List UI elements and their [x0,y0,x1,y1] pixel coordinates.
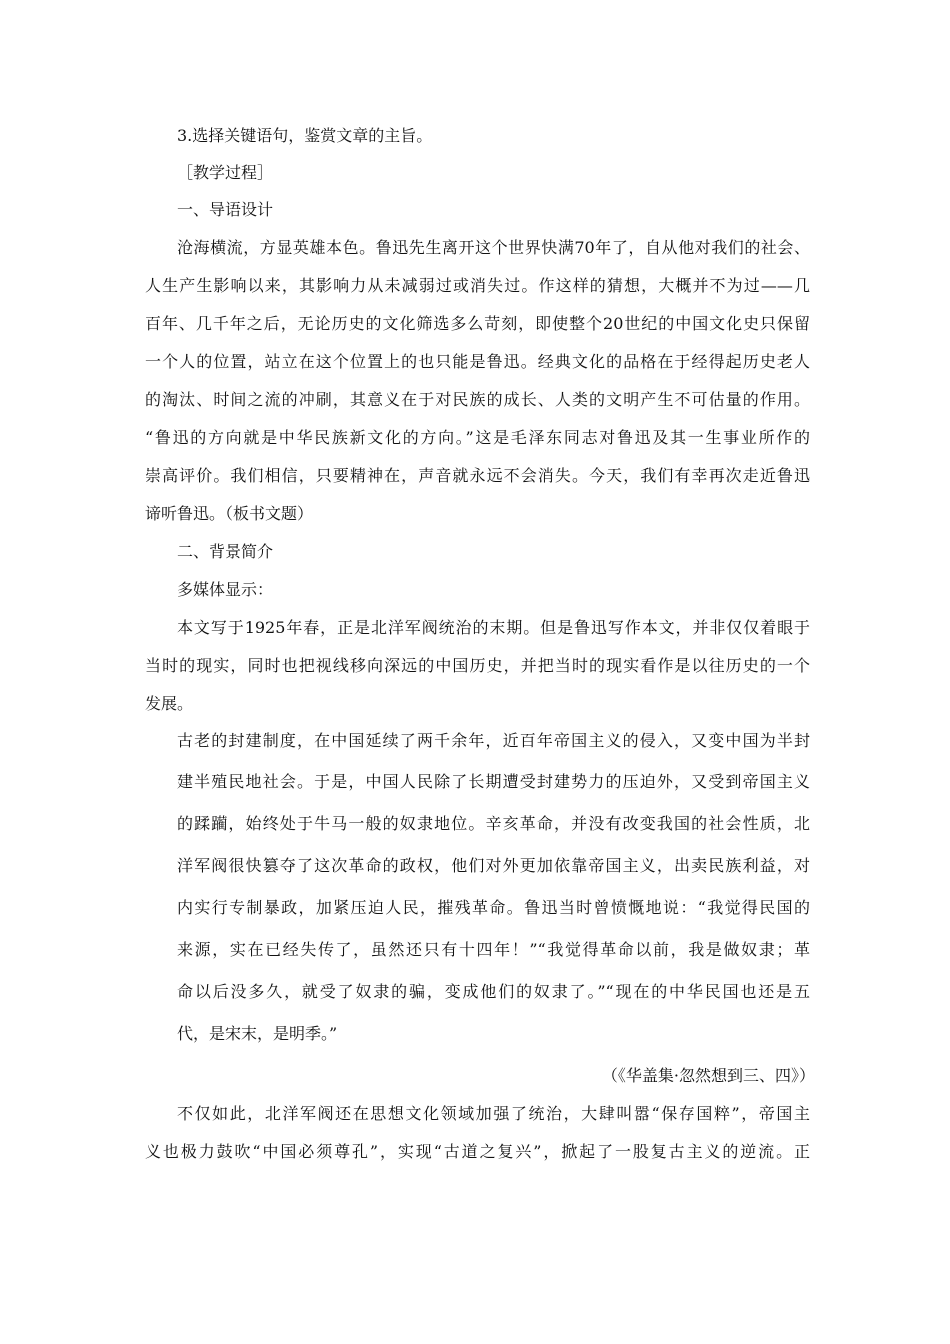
section-1-title: 一、导语设计 [177,200,274,219]
intro-line: 崇高评价。我们相信，只要精神在，声音就永远不会消失。今天，我们有幸再次走近鲁迅 [145,466,810,485]
intro-line: “鲁迅的方向就是中华民族新文化的方向。”这是毛泽东同志对鲁迅及其一生事业所作的 [145,428,810,447]
background-line: 本文写于1925年春，正是北洋军阀统治的末期。但是鲁迅写作本文，并非仅仅着眼于 [177,618,810,637]
intro-line: 沧海横流，方显英雄本色。鲁迅先生离开这个世界快满70年了，自从他对我们的社会、 [177,238,810,257]
background-line: 当时的现实，同时也把视线移向深远的中国历史，并把当时的现实看作是以往历史的一个 [145,656,810,675]
intro-line: 谛听鲁迅。（板书文题） [145,504,314,523]
intro-line: 百年、几千年之后，无论历史的文化筛选多么苛刻，即使整个20世纪的中国文化史只保留 [145,314,810,333]
quote-line: 内实行专制暴政，加紧压迫人民，摧残革命。鲁迅当时曾愤慨地说：“我觉得民国的 [177,898,810,917]
quote-line: 建半殖民地社会。于是，中国人民除了长期遭受封建势力的压迫外，又受到帝国主义 [177,772,810,791]
multimedia-label: 多媒体显示： [177,580,274,599]
quote-line: 来源，实在已经失传了，虽然还只有十四年！”“我觉得革命以前，我是做奴隶；革 [177,940,810,959]
quote-line: 命以后没多久，就受了奴隶的骗，变成他们的奴隶了。”“现在的中华民国也还是五 [177,982,810,1001]
section-2-title: 二、背景简介 [177,542,274,561]
closing-line: 义也极力鼓吹“中国必须尊孔”，实现“古道之复兴”，掀起了一股复古主义的逆流。正 [145,1142,810,1161]
quote-line: 的蹂躏，始终处于牛马一般的奴隶地位。辛亥革命，并没有改变我国的社会性质，北 [177,814,810,833]
intro-line: 的淘汰、时间之流的冲刷，其意义在于对民族的成长、人类的文明产生不可估量的作用。 [145,390,810,409]
background-line: 发展。 [145,694,194,713]
quote-line: 洋军阀很快篡夺了这次革命的政权，他们对外更加依靠帝国主义，出卖民族利益，对 [177,856,810,875]
quote-line: 代，是宋末，是明季。” [177,1024,338,1043]
quote-source: （《华盖集·忽然想到三、四》） [601,1066,815,1085]
process-heading: ［教学过程］ [177,163,274,182]
quote-line: 古老的封建制度，在中国延续了两千余年，近百年帝国主义的侵入，又变中国为半封 [177,731,810,750]
intro-line: 人生产生影响以来，其影响力从未减弱过或消失过。作这样的猜想，大概并不为过——几 [145,276,810,295]
intro-line: 一个人的位置，站立在这个位置上的也只能是鲁迅。经典文化的品格在于经得起历史老人 [145,352,810,371]
closing-line: 不仅如此，北洋军阀还在思想文化领域加强了统治，大肆叫嚣“保存国粹”，帝国主 [177,1104,810,1123]
objective-3: 3.选择关键语句，鉴赏文章的主旨。 [177,126,433,145]
